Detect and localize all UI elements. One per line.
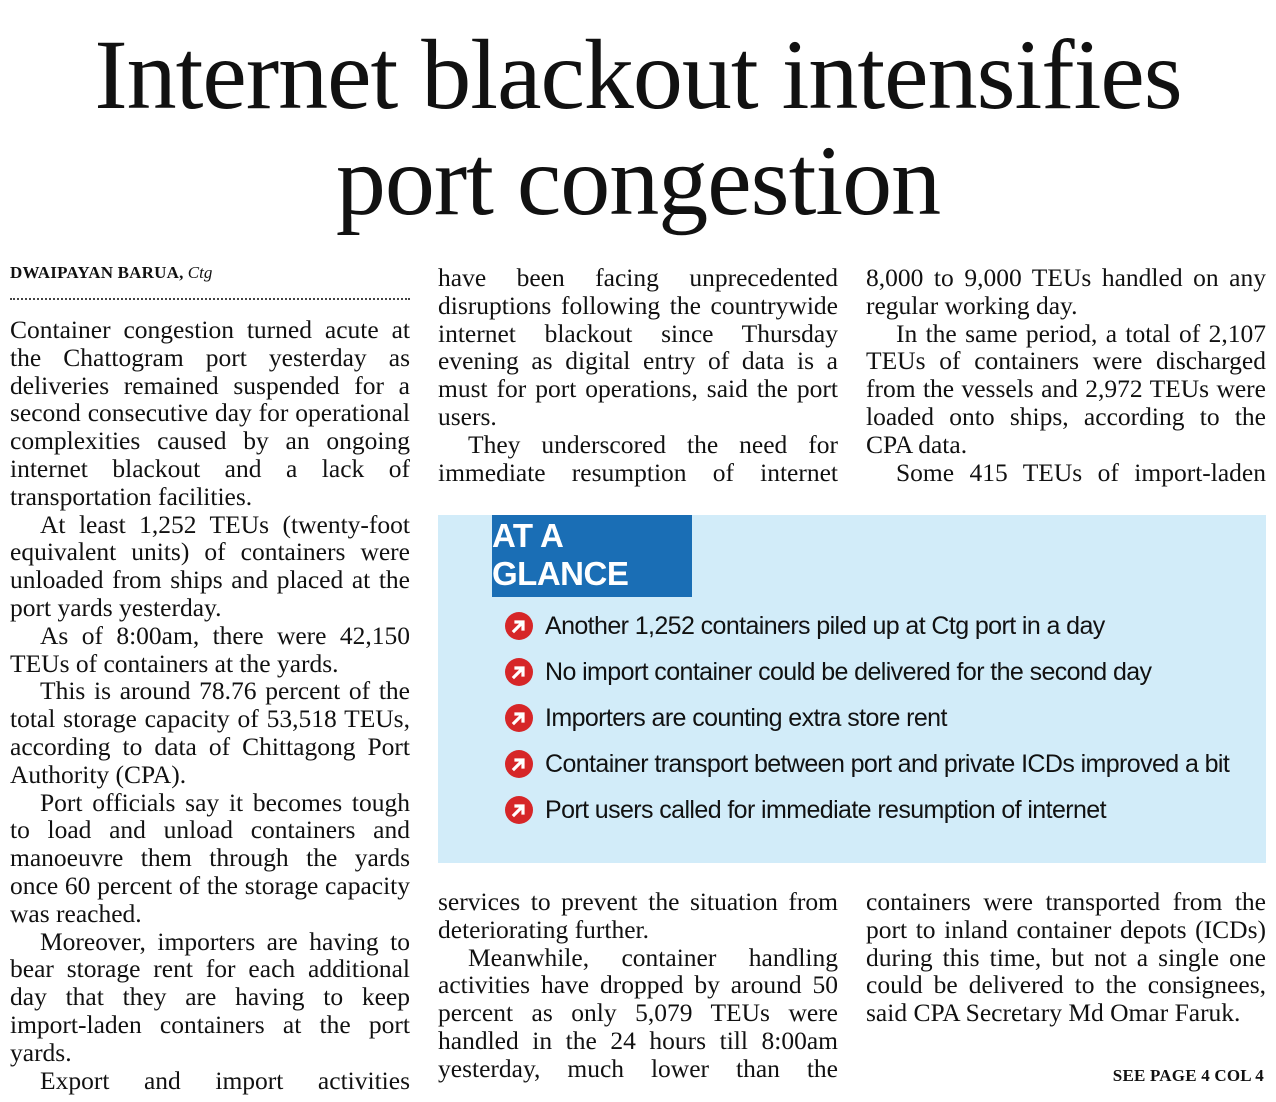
red-arrow-circle-icon — [505, 612, 533, 640]
list-item — [505, 741, 1255, 787]
red-arrow-circle-icon — [505, 796, 533, 824]
paragraph: This is around 78.76 percent of the total storage capacity of 53,518 TEUs, according to data of Chittagong Port Authority (CPA). — [10, 676, 410, 789]
article-column-2-bottom — [438, 888, 838, 1083]
headline-line-2: port congestion — [335, 125, 941, 236]
red-arrow-circle-icon — [505, 658, 533, 686]
headline-line-1: Internet blackout intensifies — [94, 19, 1182, 130]
list-item — [505, 695, 1255, 741]
byline-location: Ctg — [187, 263, 213, 282]
paragraph: In the same period, a total of 2,107 TEUs of containers were discharged from the vessels and 2,972 TEUs were loaded onto ships, according to the CPA data. — [866, 318, 1266, 459]
paragraph: have been facing unprecedented disruptions following the countrywide internet blackout since Thursday evening as digital entry of data is a must for port operations, said the port users. — [438, 263, 838, 431]
headline — [0, 19, 1276, 236]
paragraph: Some 415 TEUs of import-laden — [896, 457, 1266, 487]
article-column-2-top — [438, 264, 838, 486]
list-item — [505, 603, 1255, 649]
paragraph: They underscored the need for immediate resumption of internet — [438, 429, 838, 487]
paragraph: Meanwhile, container handling activities have dropped by around 50 percent as only 5,079 TEUs were handled in the 24 hours till 8:00am yesterday, much lower than the — [438, 942, 838, 1083]
paragraph: 8,000 to 9,000 TEUs handled on any regular working day. — [866, 263, 1266, 320]
paragraph: At least 1,252 TEUs (twenty-foot equivalent units) of containers were unloaded from ships and placed at the port yards yesterday. — [10, 509, 410, 622]
list-item-text: No import container could be delivered for the second day — [545, 657, 1152, 686]
byline-author: DWAIPAYAN BARUA, — [10, 263, 184, 282]
list-item-text: Port users called for immediate resumption of internet — [545, 795, 1106, 824]
paragraph: Container congestion turned acute at the Chattogram port yesterday as deliveries remained suspended for a second consecutive day for operational complexities caused by an ongoing internet blackout and a lack of transportation facilities. — [10, 315, 410, 511]
at-a-glance-title: AT A GLANCE — [492, 515, 692, 597]
at-a-glance-list — [505, 603, 1255, 833]
red-arrow-circle-icon — [505, 750, 533, 778]
list-item — [505, 649, 1255, 695]
paragraph: containers were transported from the port to inland container depots (ICDs) during this time, but not a single one could be delivered to the consignees, said CPA Secretary Md Omar Faruk. — [866, 887, 1266, 1028]
paragraph: Export and import activities — [40, 1065, 410, 1095]
byline — [10, 262, 410, 284]
list-item — [505, 787, 1255, 833]
list-item-text: Importers are counting extra store rent — [545, 703, 947, 732]
article-column-3-bottom — [866, 888, 1266, 1027]
list-item-text: Container transport between port and private ICDs improved a bit — [545, 749, 1230, 778]
article-column-3-top — [866, 264, 1266, 486]
byline-divider — [10, 298, 410, 300]
paragraph: As of 8:00am, there were 42,150 TEUs of containers at the yards. — [10, 620, 410, 678]
list-item-text: Another 1,252 containers piled up at Ctg port in a day — [545, 611, 1105, 640]
article-column-1 — [10, 316, 410, 1094]
red-arrow-circle-icon — [505, 704, 533, 732]
paragraph: Moreover, importers are having to bear storage rent for each additional day that they are having to keep import-laden containers at the port yards. — [10, 926, 410, 1067]
paragraph: Port officials say it becomes tough to load and unload containers and manoeuvre them through the yards once 60 percent of the storage capacity was reached. — [10, 787, 410, 928]
see-page-jump: SEE PAGE 4 COL 4 — [1112, 1066, 1264, 1085]
paragraph: services to prevent the situation from deteriorating further. — [438, 887, 838, 944]
